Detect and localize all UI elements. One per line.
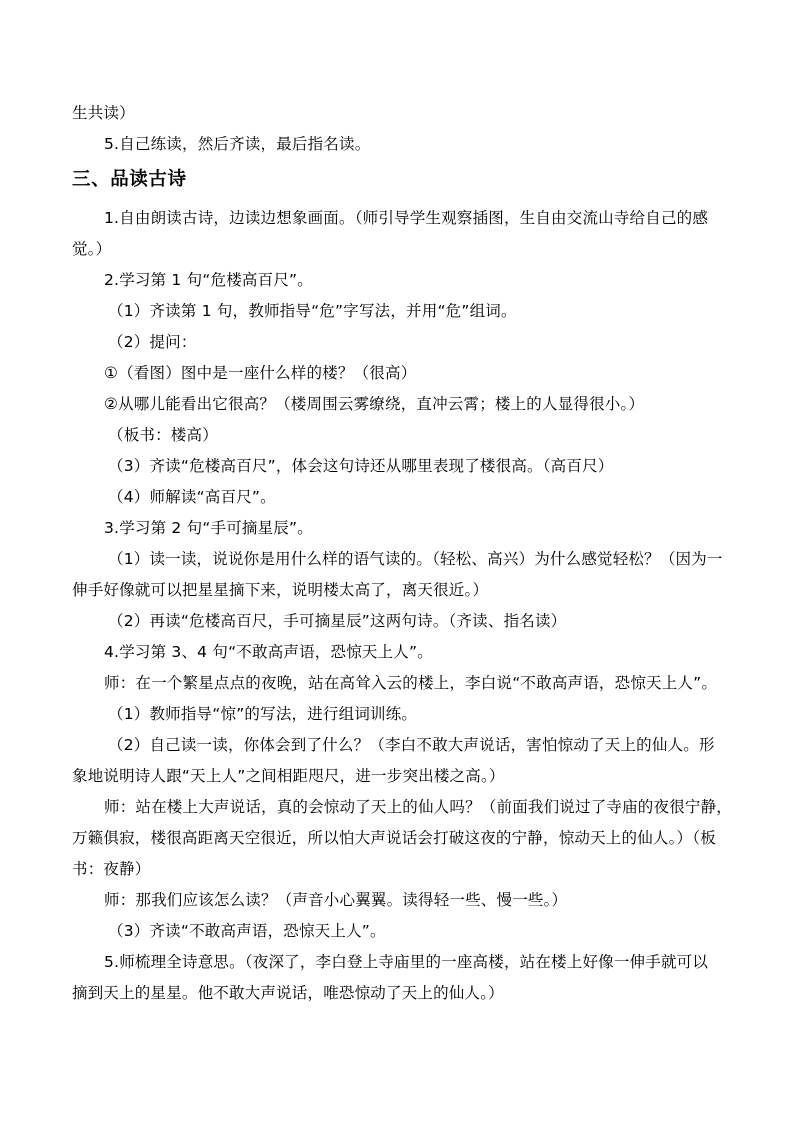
text-line-step-3-1: （1）读一读，说说你是用什么样的语气读的。（轻松、高兴）为什么感觉轻松？（因为一 bbox=[108, 550, 723, 568]
text-line-board-note-1: （板书：楼高） bbox=[108, 426, 218, 444]
text-line-step-2: 2.学习第 1 句“危楼高百尺”。 bbox=[104, 271, 313, 289]
text-line-continuation: 生共读） bbox=[72, 104, 135, 122]
text-line-teacher-read: 师：那我们应该怎么读？（声音小心翼翼。读得轻一些、慢一些。） bbox=[104, 891, 568, 909]
text-line-step-1-cont: 觉。） bbox=[72, 240, 112, 258]
section-heading-3: 三、品读古诗 bbox=[72, 169, 187, 190]
text-line-step-5: 5.师梳理全诗意思。（夜深了，李白登上寺庙里的一座高楼，站在楼上好像一伸手就可以 bbox=[104, 953, 709, 971]
text-line-step-4: 4.学习第 3、4 句“不敢高声语，恐惊天上人”。 bbox=[104, 643, 433, 661]
text-line-board-note-2: 书：夜静） bbox=[72, 860, 151, 878]
text-line-step-2-4: （4）师解读“高百尺”。 bbox=[108, 488, 276, 506]
text-line-step-1: 1.自由朗读古诗，边读边想象画面。（师引导学生观察插图，生自由交流山寺给自己的感 bbox=[104, 209, 709, 227]
text-line-teacher-question-cont: 万籁俱寂，楼很高距离天空很近，所以怕大声说话会打破这夜的宁静，惊动天上的仙人。）（板 bbox=[72, 829, 716, 847]
text-line-teacher-intro: 师：在一个繁星点点的夜晚，站在高耸入云的楼上，李白说“不敢高声语，恐惊天上人”。 bbox=[104, 674, 718, 692]
text-line-step-5-practice: 5.自己练读，然后齐读，最后指名读。 bbox=[104, 135, 371, 153]
text-line-question-1: ①（看图）图中是一座什么样的楼？（很高） bbox=[104, 364, 417, 382]
text-line-step-4-3: （3）齐读“不敢高声语，恐惊天上人”。 bbox=[108, 922, 386, 940]
text-line-step-3-2: （2）再读“危楼高百尺，手可摘星辰”这两句诗。（齐读、指名读） bbox=[108, 612, 567, 630]
text-line-step-2-1: （1）齐读第 1 句，教师指导“危”字写法，并用“危”组词。 bbox=[108, 302, 517, 320]
text-line-step-4-2-cont: 象地说明诗人跟“天上人”之间相距咫尺，进一步突出楼之高。） bbox=[72, 767, 505, 785]
text-line-step-5-cont: 摘到天上的星星。他不敢大声说话，唯恐惊动了天上的仙人。） bbox=[72, 984, 504, 1002]
text-line-step-3-1-cont: 伸手好像就可以把星星摘下来，说明楼太高了，离天很近。） bbox=[72, 581, 489, 599]
text-line-step-2-2: （2）提问： bbox=[108, 333, 197, 351]
text-line-teacher-question: 师：站在楼上大声说话，真的会惊动了天上的仙人吗？（前面我们说过了寺庙的夜很宁静， bbox=[104, 798, 733, 816]
text-line-step-2-3: （3）齐读“危楼高百尺”，体会这句诗还从哪里表现了楼很高。（高百尺） bbox=[108, 457, 614, 475]
text-line-step-3: 3.学习第 2 句“手可摘星辰”。 bbox=[104, 519, 313, 537]
text-line-step-4-1: （1）教师指导“惊”的写法，进行组词训练。 bbox=[108, 705, 418, 723]
text-line-question-2: ②从哪儿能看出它很高？（楼周围云雾缭绕，直冲云霄；楼上的人显得很小。） bbox=[104, 395, 645, 413]
text-line-step-4-2: （2）自己读一读，你体会到了什么？（李白不敢大声说话，害怕惊动了天上的仙人。形 bbox=[108, 736, 715, 754]
